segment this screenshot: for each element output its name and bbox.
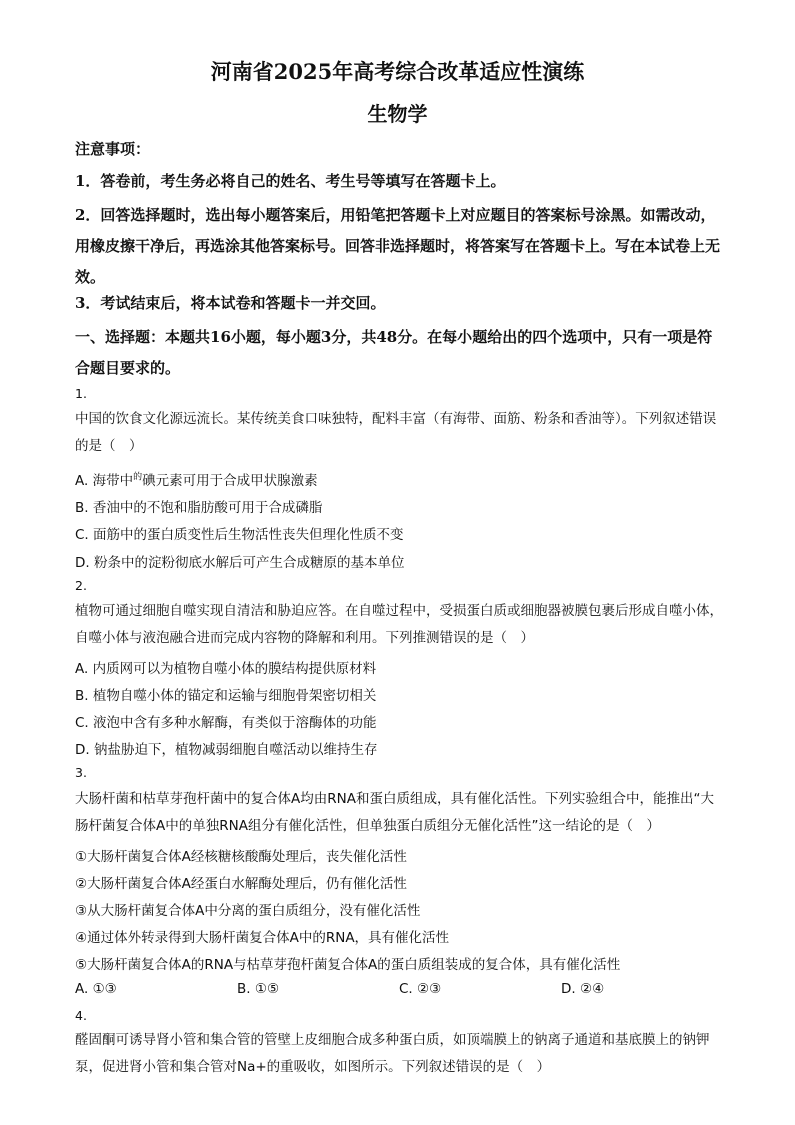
statement-2: ②大肠杆菌复合体A经蛋白水解酶处理后，仍有催化活性	[75, 876, 407, 892]
option-a-superscript: 的	[133, 472, 143, 483]
question-number: 4.	[75, 1008, 87, 1023]
notice-heading: 注意事项：	[75, 140, 151, 158]
exam-title: 河南省2025年高考综合改革适应性演练	[210, 59, 585, 84]
option-a-prefix: A. 海带中	[75, 473, 134, 489]
question-stem: 醛固酮可诱导肾小管和集合管的管壁上皮细胞合成多种蛋白质，如顶端膜上的钠离子通道和基底膜上的钠钾泵，促进肾小管和集合管对Na+的重吸收，如图所示。下列叙述错误的是（ ）	[75, 1032, 710, 1075]
option-d: D. 钠盐胁迫下，植物减弱细胞自噬活动以维持生存	[75, 742, 378, 758]
question-stem: 中国的饮食文化源远流长。某传统美食口味独特，配料丰富（有海带、面筋、粉条和香油等）。下列叙述错误的是（ ）	[75, 411, 717, 454]
notice-item-3: 3．考试结束后，将本试卷和答题卡一并交回。	[75, 294, 386, 312]
option-row	[75, 981, 725, 997]
notice-item-2: 2．回答选择题时，选出每小题答案后，用铅笔把答题卡上对应题目的答案标号涂黑。如需改动，用橡皮擦干净后，再选涂其他答案标号。回答非选择题时，将答案写在答题卡上。写在本试卷上无效。	[75, 206, 721, 286]
question-number: 3.	[75, 765, 87, 780]
question-number: 2.	[75, 578, 87, 593]
option-d: D. 粉条中的淀粉彻底水解后可产生合成糖原的基本单位	[75, 555, 405, 571]
statement-1: ①大肠杆菌复合体A经核糖核酸酶处理后，丧失催化活性	[75, 849, 407, 865]
statement-5: ⑤大肠杆菌复合体A的RNA与枯草芽孢杆菌复合体A的蛋白质组装成的复合体，具有催化活性	[75, 957, 621, 973]
section-heading: 一、选择题：本题共16小题，每小题3分，共48分。在每小题给出的四个选项中，只有一项是符合题目要求的。	[75, 328, 713, 377]
option-a-text: 碘元素可用于合成甲状腺激素	[142, 473, 318, 489]
option-a	[75, 469, 725, 489]
notice-item-1: 1．答卷前，考生务必将自己的姓名、考生号等填写在答题卡上。	[75, 172, 506, 190]
statement-4: ④通过体外转录得到大肠杆菌复合体A中的RNA，具有催化活性	[75, 930, 450, 946]
question-stem: 大肠杆菌和枯草芽孢杆菌中的复合体A均由RNA和蛋白质组成，具有催化活性。下列实验组合中，能推出“大肠杆菌复合体A中的单独RNA组分有催化活性，但单独蛋白质组分无催化活性”这一结论的是（ ）	[75, 791, 714, 834]
option-c: C. ②③	[399, 981, 442, 997]
statement-3: ③从大肠杆菌复合体A中分离的蛋白质组分，没有催化活性	[75, 903, 421, 919]
question-stem: 植物可通过细胞自噬实现自清洁和胁迫应答。在自噬过程中，受损蛋白质或细胞器被膜包裹后形成自噬小体，自噬小体与液泡融合进而完成内容物的降解和利用。下列推测错误的是（ ）	[75, 603, 723, 646]
option-b: B. 植物自噬小体的锚定和运输与细胞骨架密切相关	[75, 688, 377, 704]
option-a: A. ①③	[75, 981, 117, 997]
question-number: 1.	[75, 386, 87, 401]
option-a: A. 内质网可以为植物自噬小体的膜结构提供原材料	[75, 661, 377, 677]
exam-subject: 生物学	[367, 102, 428, 126]
option-c: C. 面筋中的蛋白质变性后生物活性丧失但理化性质不变	[75, 527, 404, 543]
option-b: B. 香油中的不饱和脂肪酸可用于合成磷脂	[75, 500, 323, 516]
option-c: C. 液泡中含有多种水解酶，有类似于溶酶体的功能	[75, 715, 377, 731]
option-b: B. ①⑤	[237, 981, 280, 997]
option-d: D. ②④	[561, 981, 605, 997]
